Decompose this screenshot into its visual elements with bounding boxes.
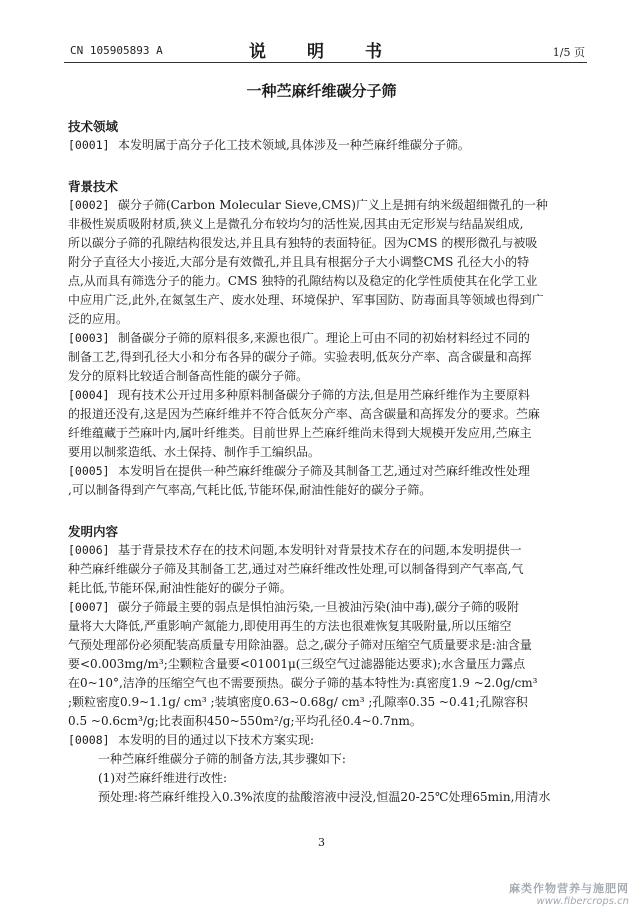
paragraph-number: [0005] (68, 464, 110, 478)
page-indicator: 1/5 页 (552, 46, 585, 59)
watermark-url: www.fibercrops.cn (536, 896, 629, 907)
paragraph-0004 (68, 386, 576, 462)
paragraph-line: 的报道还没有,这是因为苎麻纤维并不符合低灰分产率、高含碳量和高挥发分的要求。苎麻 (68, 407, 540, 421)
paragraph-line: (1)对苎麻纤维进行改性: (98, 771, 228, 785)
paragraph-line: 附分子直径大小接近,大部分是有效微孔,并且具有根据分子大小调整CMS 孔径大小的特 (68, 255, 530, 269)
paragraph-number: [0008] (68, 733, 110, 747)
paragraph-line: 气预处理部份必须配装高质量专用除油器。总之,碳分子筛对压缩空气质量要求是:油含量 (68, 638, 532, 652)
paragraph-line: 基于背景技术存在的技术问题,本发明针对背景技术存在的问题,本发明提供一 (118, 543, 522, 557)
document-type: 说 明 书 (249, 42, 394, 62)
paragraph-line: 现有技术公开过用多种原料制备碳分子筛的方法,但是用苎麻纤维作为主要原料 (118, 388, 530, 402)
header-rule (64, 62, 587, 63)
paragraph-line: 泛的应用。 (68, 312, 129, 326)
paragraph-number: [0002] (68, 198, 110, 212)
document-body (68, 117, 576, 807)
paragraph-line: 中应用广泛,此外,在氮氢生产、废水处理、环境保护、军事国防、防毒面具等领域也得到广 (68, 293, 544, 307)
paragraph-0008 (68, 731, 576, 807)
paragraph-line: 耗比低,节能环保,耐油性能好的碳分子筛。 (68, 581, 292, 595)
paragraph-number: [0003] (68, 331, 110, 345)
paragraph-0005 (68, 462, 576, 500)
section-heading-background: 背景技术 (68, 179, 119, 194)
paragraph-line: ;颗粒密度0.9~1.1g/ cm³ ;装填密度0.63~0.68g/ cm³ ;孔隙率0.35 ~0.41;孔隙容积 (68, 695, 528, 709)
paragraph-0007 (68, 598, 576, 731)
publication-number: CN 105905893 A (70, 44, 163, 57)
paragraph-line: 种苎麻纤维碳分子筛及其制备工艺,通过对苎麻纤维改性处理,可以制备得到产气率高,气 (68, 562, 524, 576)
paragraph-line: 一种苎麻纤维碳分子筛的制备方法,其步骤如下: (98, 752, 346, 766)
paragraph-line: 点,从而具有筛选分子的能力。CMS 独特的孔隙结构以及稳定的化学性质使其在化学工业 (68, 274, 538, 288)
paragraph-number: [0007] (68, 600, 110, 614)
paragraph-0006 (68, 541, 576, 598)
paragraph-0003 (68, 329, 576, 386)
page-header (0, 0, 643, 64)
paragraph-line: 要<0.003mg/m³;尘颗粒含量要<01001μ(三级空气过滤器能达要求);水含量压力露点 (68, 657, 526, 671)
paragraph-line: 要用以制浆造纸、水土保持、制作手工编织品。 (68, 445, 321, 459)
paragraph-0002 (68, 196, 576, 329)
section-heading-tech-field: 技术领域 (68, 119, 119, 134)
paragraph-line: 0.5 ~0.6cm³/g;比表面积450~550m²/g;平均孔径0.4~0.7nm。 (68, 714, 422, 728)
watermark-site-name: 麻类作物营养与施肥网 (509, 882, 629, 895)
paragraph-line: 制备碳分子筛的原料很多,来源也很广。理论上可由不同的初始材料经过不同的 (118, 331, 530, 345)
paragraph-line: 在0~10°,洁净的压缩空气也不需要预热。碳分子筛的基本特性为:真密度1.9 ~2.0g/cm³ (68, 676, 538, 690)
paragraph-line: 量将大大降低,严重影响产氮能力,即使用再生的方法也很难恢复其吸附量,所以压缩空 (68, 619, 512, 633)
paragraph-number: [0006] (68, 543, 110, 557)
paragraph-line: 所以碳分子筛的孔隙结构很发达,并且具有独特的表面特征。因为CMS 的楔形微孔与被吸 (68, 236, 538, 250)
paragraph-line: ,可以制备得到产气率高,气耗比低,节能环保,耐油性能好的碳分子筛。 (68, 483, 432, 497)
paragraph-line: 本发明旨在提供一种苎麻纤维碳分子筛及其制备工艺,通过对苎麻纤维改性处理 (118, 464, 530, 478)
page-number: 3 (318, 836, 325, 849)
document-title: 一种苎麻纤维碳分子筛 (246, 82, 397, 100)
paragraph-line: 本发明的目的通过以下技术方案实现: (118, 733, 315, 747)
section-heading-invention: 发明内容 (68, 524, 119, 539)
paragraph-number: [0004] (68, 388, 110, 402)
paragraph-line: 制备工艺,得到孔径大小和分布各异的碳分子筛。实验表明,低灰分产率、高含碳量和高挥 (68, 350, 532, 364)
paragraph-line: 预处理:将苎麻纤维投入0.3%浓度的盐酸溶液中浸没,恒温20-25℃处理65min,用清水 (98, 790, 551, 804)
paragraph-line: 本发明属于高分子化工技术领域,具体涉及一种苎麻纤维碳分子筛。 (118, 138, 470, 152)
paragraph-line: 发分的原料比较适合制备高性能的碳分子筛。 (68, 369, 309, 383)
paragraph-line: 碳分子筛(Carbon Molecular Sieve,CMS)广义上是拥有纳米级超细微孔的一种 (118, 198, 548, 212)
paragraph-line: 非极性炭质吸附材质,狭义上是微孔分布较均匀的活性炭,因其由无定形炭与结晶炭组成, (68, 217, 524, 231)
paragraph-0001 (68, 136, 576, 155)
paragraph-line: 纤维蕴藏于苎麻叶内,属叶纤维类。目前世界上苎麻纤维尚未得到大规模开发应用,苎麻主 (68, 426, 532, 440)
watermark (509, 880, 629, 907)
paragraph-number: [0001] (68, 138, 110, 152)
paragraph-line: 碳分子筛最主要的弱点是惧怕油污染,一旦被油污染(油中毒),碳分子筛的吸附 (118, 600, 519, 614)
